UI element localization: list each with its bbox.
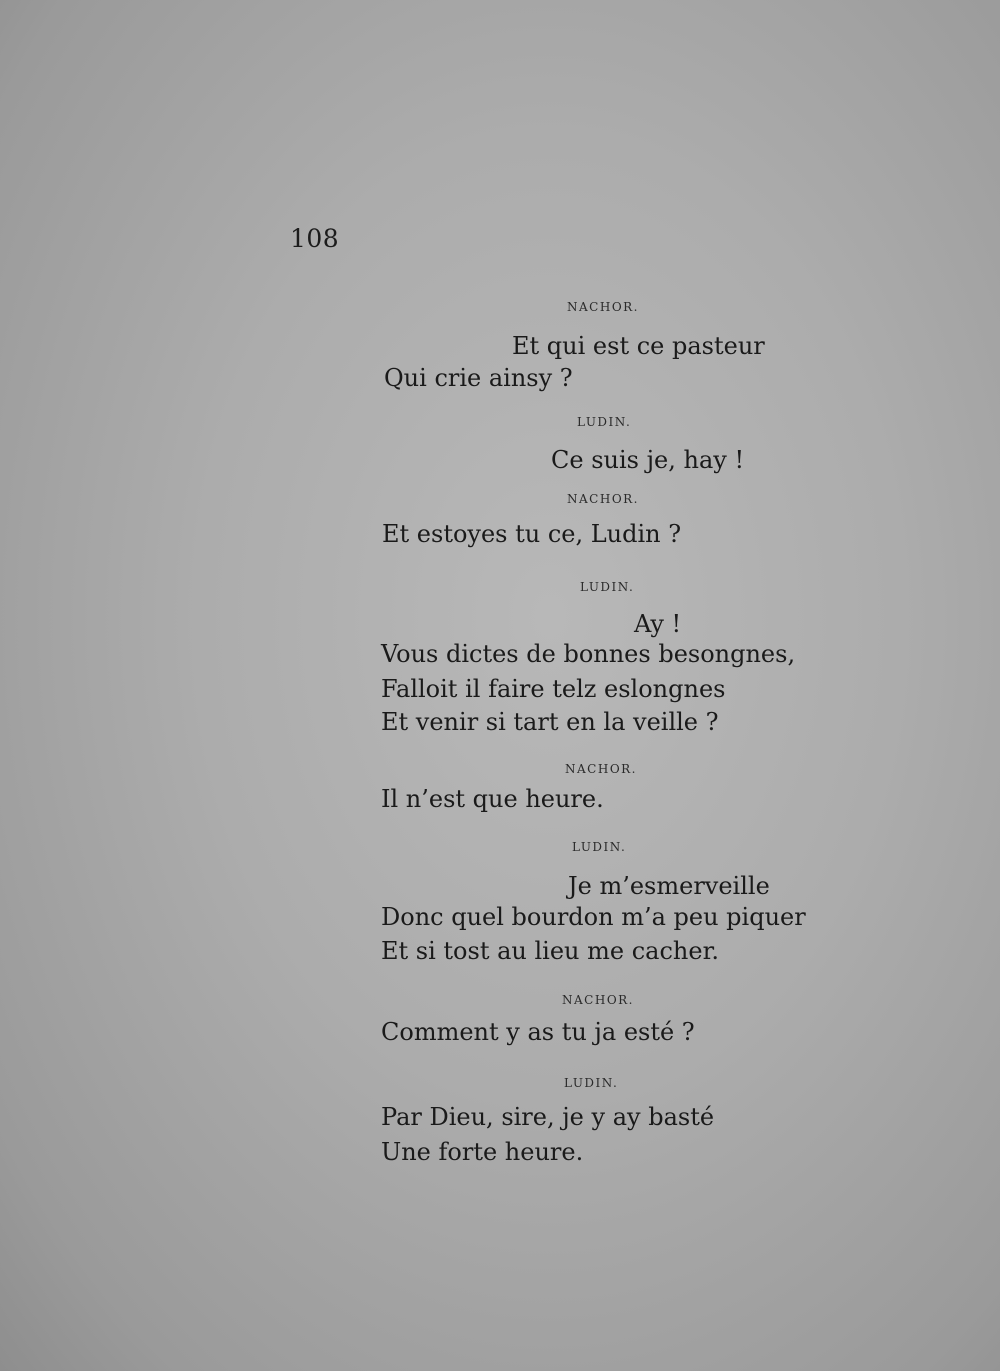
speaker-name: LUDIN. bbox=[572, 840, 627, 854]
verse-line: Donc quel bourdon m’a peu piquer bbox=[381, 903, 806, 931]
speaker-name: NACHOR. bbox=[565, 762, 637, 776]
speaker-name: LUDIN. bbox=[577, 415, 632, 429]
verse-line: Et qui est ce pasteur bbox=[512, 332, 765, 360]
speaker-name: NACHOR. bbox=[567, 492, 639, 506]
speaker-name: LUDIN. bbox=[564, 1076, 619, 1090]
speaker-name: NACHOR. bbox=[567, 300, 639, 314]
verse-line: Ay ! bbox=[634, 610, 682, 638]
verse-line: Falloit il faire telz eslongnes bbox=[381, 675, 726, 703]
verse-line: Je m’esmerveille bbox=[568, 872, 770, 900]
verse-line: Ce suis je, hay ! bbox=[551, 446, 745, 474]
verse-line: Comment y as tu ja esté ? bbox=[381, 1018, 695, 1046]
verse-line: Il n’est que heure. bbox=[381, 785, 604, 813]
verse-line: Vous dictes de bonnes besongnes, bbox=[381, 640, 796, 668]
verse-line: Et si tost au lieu me cacher. bbox=[381, 937, 720, 965]
verse-line: Une forte heure. bbox=[381, 1138, 584, 1166]
speaker-name: NACHOR. bbox=[562, 993, 634, 1007]
verse-line: Et estoyes tu ce, Ludin ? bbox=[382, 520, 682, 548]
speaker-name: LUDIN. bbox=[580, 580, 635, 594]
verse-line: Par Dieu, sire, je y ay basté bbox=[381, 1103, 715, 1131]
verse-line: Qui crie ainsy ? bbox=[384, 364, 573, 392]
verse-line: Et venir si tart en la veille ? bbox=[381, 708, 719, 736]
page-number: 108 bbox=[290, 224, 340, 253]
